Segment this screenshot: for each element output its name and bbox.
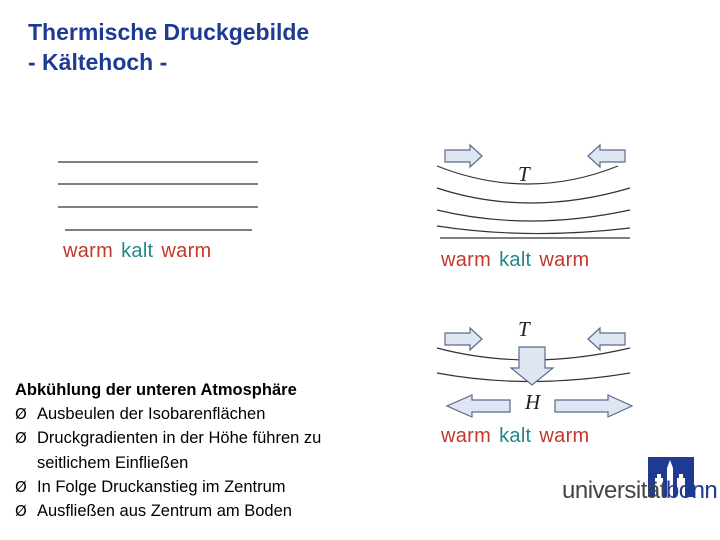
list-item bbox=[15, 402, 321, 426]
logo-text-bonn: bonn bbox=[665, 477, 718, 504]
isobar-curve bbox=[437, 226, 630, 234]
temperature-labels bbox=[63, 240, 212, 263]
arrow-right-icon bbox=[445, 328, 482, 350]
temperature-labels bbox=[441, 249, 590, 272]
label-warm: warm bbox=[441, 425, 492, 447]
university-logo bbox=[562, 477, 717, 505]
logo-text-universitaet: universität bbox=[562, 477, 666, 504]
low-pressure-symbol: T bbox=[518, 317, 530, 341]
explanation-heading: Abkühlung der unteren Atmosphäre bbox=[15, 381, 297, 399]
explanation-list bbox=[15, 378, 321, 523]
list-item-text: seitlichem Einfließen bbox=[37, 453, 189, 472]
label-kalt: kalt bbox=[499, 425, 532, 447]
arrow-left-icon bbox=[588, 328, 625, 350]
isobar-curve bbox=[437, 210, 630, 221]
label-warm: warm bbox=[63, 240, 114, 262]
bullet-arrow-icon: Ø bbox=[15, 429, 27, 448]
panel-bent-isobars bbox=[437, 166, 630, 238]
label-warm: warm bbox=[161, 240, 212, 262]
panel-flat-isobars bbox=[58, 162, 258, 230]
list-item-text: Ausfließen aus Zentrum am Boden bbox=[37, 502, 292, 521]
arrow-down-icon bbox=[511, 347, 553, 385]
title-line-2: - Kältehoch - bbox=[28, 49, 168, 75]
low-pressure-symbol: T bbox=[518, 162, 530, 186]
outflow-arrow-left-icon bbox=[447, 395, 510, 417]
outflow-arrow-right-icon bbox=[555, 395, 632, 417]
list-item-continuation bbox=[15, 451, 321, 475]
label-warm: warm bbox=[441, 249, 492, 271]
list-item bbox=[15, 475, 321, 499]
bullet-arrow-icon: Ø bbox=[15, 405, 27, 424]
arrow-right-icon bbox=[445, 145, 482, 167]
isobar-curve bbox=[437, 188, 630, 203]
list-item-text: In Folge Druckanstieg im Zentrum bbox=[37, 477, 286, 496]
temperature-labels bbox=[441, 425, 590, 448]
bullet-arrow-icon: Ø bbox=[15, 502, 27, 521]
title-line-1: Thermische Druckgebilde bbox=[28, 19, 310, 45]
list-item bbox=[15, 426, 321, 450]
label-warm: warm bbox=[539, 249, 590, 271]
upper-inflow-arrows bbox=[445, 145, 625, 167]
label-kalt: kalt bbox=[121, 240, 154, 262]
label-kalt: kalt bbox=[499, 249, 532, 271]
list-item-text: Ausbeulen der Isobarenflächen bbox=[37, 405, 266, 424]
list-item bbox=[15, 499, 321, 523]
list-item-text: Druckgradienten in der Höhe führen zu bbox=[37, 429, 322, 448]
bullet-arrow-icon: Ø bbox=[15, 477, 27, 496]
label-warm: warm bbox=[539, 425, 590, 447]
high-pressure-symbol: H bbox=[525, 390, 541, 414]
arrow-left-icon bbox=[588, 145, 625, 167]
